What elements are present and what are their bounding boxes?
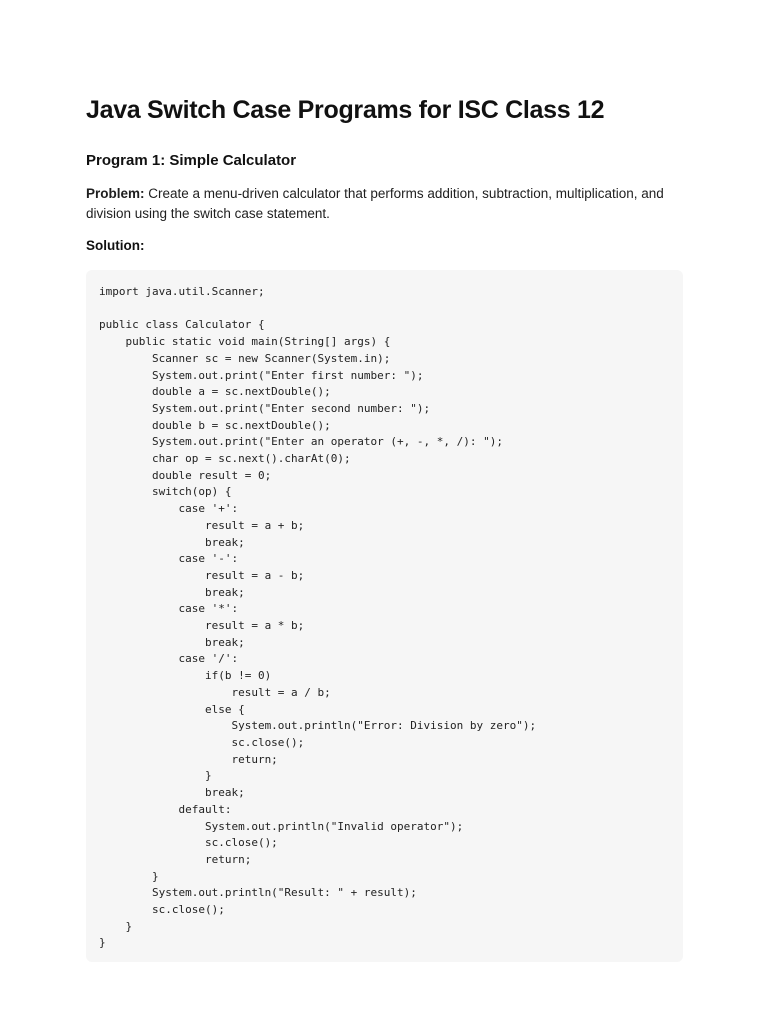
problem-statement bbox=[86, 184, 683, 224]
code-block bbox=[86, 270, 683, 962]
solution-label: Solution: bbox=[86, 238, 145, 253]
code-listing: import java.util.Scanner; public class Calculator { public static void main(String[] args) { Scanner sc = new Scanner(System.in); System.out.print("Enter first number: "); double a = sc.nextDouble(); System.out.print("Enter second number: "); double b = sc.nextDouble(); System.out.print("Enter an operator (+, -, *, /): "); char op = sc.next().charAt(0); double result = 0; switch(op) { case '+': result = a + b; break; case '-': result = a - b; break; case '*': result = a * b; break; case '/': if(b != 0) result = a / b; else { System.out.println("Error: Division by zero"); sc.close(); return; } break; default: System.out.println("Invalid operator"); sc.close(); return; } System.out.println("Result: " + result); sc.close(); } } bbox=[99, 285, 537, 950]
problem-text: Create a menu-driven calculator that performs addition, subtraction, multiplication, and division using the switch case statement. bbox=[86, 186, 664, 221]
problem-label: Problem: bbox=[86, 186, 145, 201]
program-heading: Program 1: Simple Calculator bbox=[86, 152, 297, 169]
page-title: Java Switch Case Programs for ISC Class 12 bbox=[86, 96, 605, 124]
